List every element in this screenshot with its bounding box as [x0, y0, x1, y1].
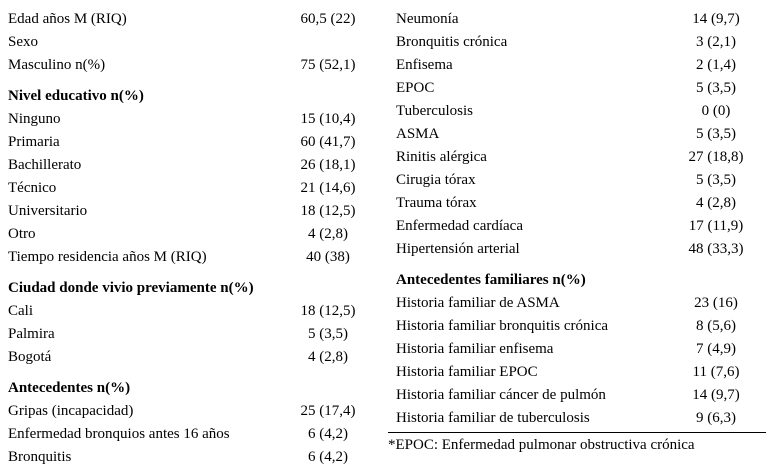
row-value: 7 (4,9)	[696, 341, 736, 357]
table-column-left	[8, 8, 378, 468]
section-header-label: Antecedentes familiares n(%)	[396, 272, 586, 288]
row-label: Tiempo residencia años M (RIQ)	[8, 249, 207, 265]
section-header-label: Antecedentes n(%)	[8, 380, 131, 396]
row-label: Historia familiar bronquitis crónica	[396, 318, 609, 334]
row-value: 5 (3,5)	[308, 326, 348, 342]
row-label: Sexo	[8, 34, 38, 50]
row-label: Historia familiar enfisema	[396, 341, 554, 357]
row-value: 9 (6,3)	[696, 410, 736, 426]
table-row	[8, 131, 378, 154]
row-label: Historia familiar EPOC	[396, 364, 538, 380]
row-label: Trauma tórax	[396, 195, 477, 211]
row-label: Enfisema	[396, 57, 453, 73]
row-value: 23 (16)	[694, 295, 738, 311]
row-value: 14 (9,7)	[692, 387, 740, 403]
row-label: Historia familiar cáncer de pulmón	[396, 387, 606, 403]
row-value: 4 (2,8)	[308, 349, 348, 365]
row-value: 5 (3,5)	[696, 126, 736, 142]
row-value: 3 (2,1)	[696, 34, 736, 50]
row-value: 60,5 (22)	[300, 11, 356, 27]
row-value	[278, 277, 378, 300]
table-row	[8, 154, 378, 177]
row-label: Gripas (incapacidad)	[8, 403, 134, 419]
row-label: Bogotá	[8, 349, 52, 365]
section-header-label: Nivel educativo n(%)	[8, 88, 144, 104]
row-label: Historia familiar de ASMA	[396, 295, 560, 311]
table-row	[388, 361, 766, 384]
table-row	[388, 8, 766, 31]
table-row	[8, 400, 378, 423]
table-row	[388, 315, 766, 338]
row-value: 4 (2,8)	[696, 195, 736, 211]
row-label: ASMA	[396, 126, 440, 142]
row-value: 26 (18,1)	[300, 157, 356, 173]
table-row	[8, 323, 378, 346]
row-value: 6 (4,2)	[308, 426, 348, 442]
row-value	[278, 31, 378, 54]
row-value: 11 (7,6)	[692, 364, 740, 380]
table-row	[388, 169, 766, 192]
table-row	[8, 346, 378, 369]
row-value: 4 (2,8)	[308, 226, 348, 242]
table-row	[388, 215, 766, 238]
table-rows-right	[388, 8, 766, 430]
row-label: Neumonía	[396, 11, 459, 27]
row-value: 6 (4,2)	[308, 449, 348, 465]
row-value: 0 (0)	[701, 103, 731, 119]
row-label: Edad años M (RIQ)	[8, 11, 127, 27]
row-label: Otro	[8, 226, 36, 242]
section-header-row	[8, 85, 378, 108]
table-row	[8, 108, 378, 131]
section-header-row	[388, 269, 766, 292]
table-row	[388, 100, 766, 123]
row-value	[666, 269, 766, 292]
table-row	[8, 200, 378, 223]
table-row	[388, 292, 766, 315]
row-label: Enfermedad cardíaca	[396, 218, 523, 234]
row-label: Cali	[8, 303, 33, 319]
section-header-row	[8, 377, 378, 400]
row-label: EPOC	[396, 80, 435, 96]
row-value: 5 (3,5)	[696, 172, 736, 188]
table-row	[388, 192, 766, 215]
section-header-label: Ciudad donde vivio previamente n(%)	[8, 280, 254, 296]
row-label: Historia familiar de tuberculosis	[396, 410, 590, 426]
row-value: 14 (9,7)	[692, 11, 740, 27]
table-row	[8, 423, 378, 446]
table-row	[8, 246, 378, 269]
table-row	[8, 31, 378, 54]
row-label: Bronquitis crónica	[396, 34, 508, 50]
row-value	[278, 377, 378, 400]
row-value: 75 (52,1)	[300, 57, 356, 73]
row-value: 15 (10,4)	[300, 111, 356, 127]
row-label: Universitario	[8, 203, 88, 219]
row-value: 18 (12,5)	[300, 203, 356, 219]
row-value: 5 (3,5)	[696, 80, 736, 96]
row-value: 21 (14,6)	[300, 180, 356, 196]
table-row	[388, 407, 766, 430]
row-label: Masculino n(%)	[8, 57, 106, 73]
table-row	[8, 300, 378, 323]
table-rows-left	[8, 8, 378, 469]
row-label: Bachillerato	[8, 157, 82, 173]
row-value: 40 (38)	[306, 249, 350, 265]
row-label: Bronquitis	[8, 449, 72, 465]
table-row	[8, 54, 378, 77]
row-value: 27 (18,8)	[688, 149, 744, 165]
table-row	[388, 384, 766, 407]
row-label: Tuberculosis	[396, 103, 473, 119]
row-value: 18 (12,5)	[300, 303, 356, 319]
row-label: Primaria	[8, 134, 60, 150]
row-value	[278, 85, 378, 108]
row-label: Enfermedad bronquios antes 16 años	[8, 426, 230, 442]
table-row	[8, 8, 378, 31]
row-value: 25 (17,4)	[300, 403, 356, 419]
row-label: Hipertensión arterial	[396, 241, 520, 257]
table-row	[388, 238, 766, 261]
table-row	[388, 31, 766, 54]
row-value: 2 (1,4)	[696, 57, 736, 73]
table-row	[388, 146, 766, 169]
table-row	[388, 338, 766, 361]
table-column-right	[388, 8, 766, 468]
row-value: 48 (33,3)	[688, 241, 744, 257]
row-label: Cirugia tórax	[396, 172, 476, 188]
row-value: 17 (11,9)	[688, 218, 744, 234]
table-row	[388, 77, 766, 100]
row-label: Ninguno	[8, 111, 61, 127]
table-footnote: *EPOC: Enfermedad pulmonar obstructiva crónica	[388, 437, 695, 453]
row-value: 8 (5,6)	[696, 318, 736, 334]
table-row	[8, 223, 378, 246]
row-value: 60 (41,7)	[300, 134, 356, 150]
table-row	[388, 123, 766, 146]
row-label: Rinitis alérgica	[396, 149, 487, 165]
table-row	[388, 54, 766, 77]
table-row	[8, 446, 378, 469]
table-row	[8, 177, 378, 200]
row-label: Palmira	[8, 326, 55, 342]
section-header-row	[8, 277, 378, 300]
row-label: Técnico	[8, 180, 57, 196]
